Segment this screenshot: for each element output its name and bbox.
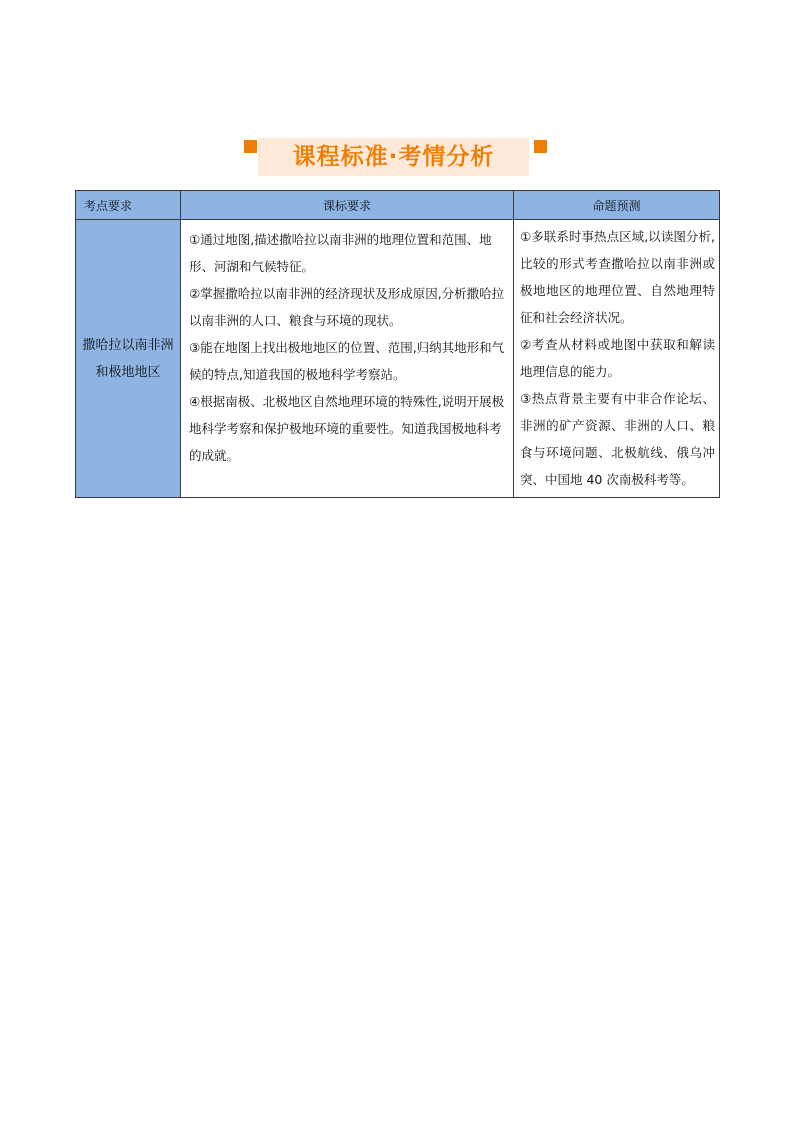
column-header-topic: 考点要求 bbox=[76, 191, 181, 220]
column-header-requirements: 课标要求 bbox=[181, 191, 514, 220]
curriculum-analysis-table bbox=[75, 190, 720, 498]
table-header-row bbox=[76, 191, 720, 220]
requirements-cell bbox=[181, 220, 514, 498]
requirement-item: ③能在地图上找出极地地区的位置、范围,归纳其地形和气候的特点,知道我国的极地科学考察站。 bbox=[189, 340, 505, 382]
section-title: 课程标准·考情分析 bbox=[292, 144, 495, 170]
orange-square-right-icon bbox=[534, 140, 547, 153]
orange-square-left-icon bbox=[244, 140, 257, 153]
topic-cell: 撒哈拉以南非洲和极地地区 bbox=[76, 220, 181, 498]
section-title-banner bbox=[244, 136, 547, 176]
requirement-item: ①通过地图,描述撒哈拉以南非洲的地理位置和范围、地形、河湖和气候特征。 bbox=[189, 232, 492, 274]
table-row bbox=[76, 220, 720, 498]
prediction-item: ②考查从材料或地图中获取和解读地理信息的能力。 bbox=[520, 337, 715, 379]
column-header-predictions: 命题预测 bbox=[514, 191, 720, 220]
prediction-item: ①多联系时事热点区域,以读图分析,比较的形式考查撒哈拉以南非洲或极地地区的地理位置、自然地理特征和社会经济状况。 bbox=[520, 229, 715, 325]
predictions-cell bbox=[514, 220, 720, 498]
prediction-item: ③热点背景主要有中非合作论坛、非洲的矿产资源、非洲的人口、粮食与环境问题、北极航线、俄乌冲突、中国地 40 次南极科考等。 bbox=[520, 391, 715, 487]
requirement-item: ②掌握撒哈拉以南非洲的经济现状及形成原因,分析撒哈拉以南非洲的人口、粮食与环境的现状。 bbox=[189, 286, 505, 328]
requirement-item: ④根据南极、北极地区自然地理环境的特殊性,说明开展极地科学考察和保护极地环境的重要性。知道我国极地科考的成就。 bbox=[189, 394, 505, 463]
